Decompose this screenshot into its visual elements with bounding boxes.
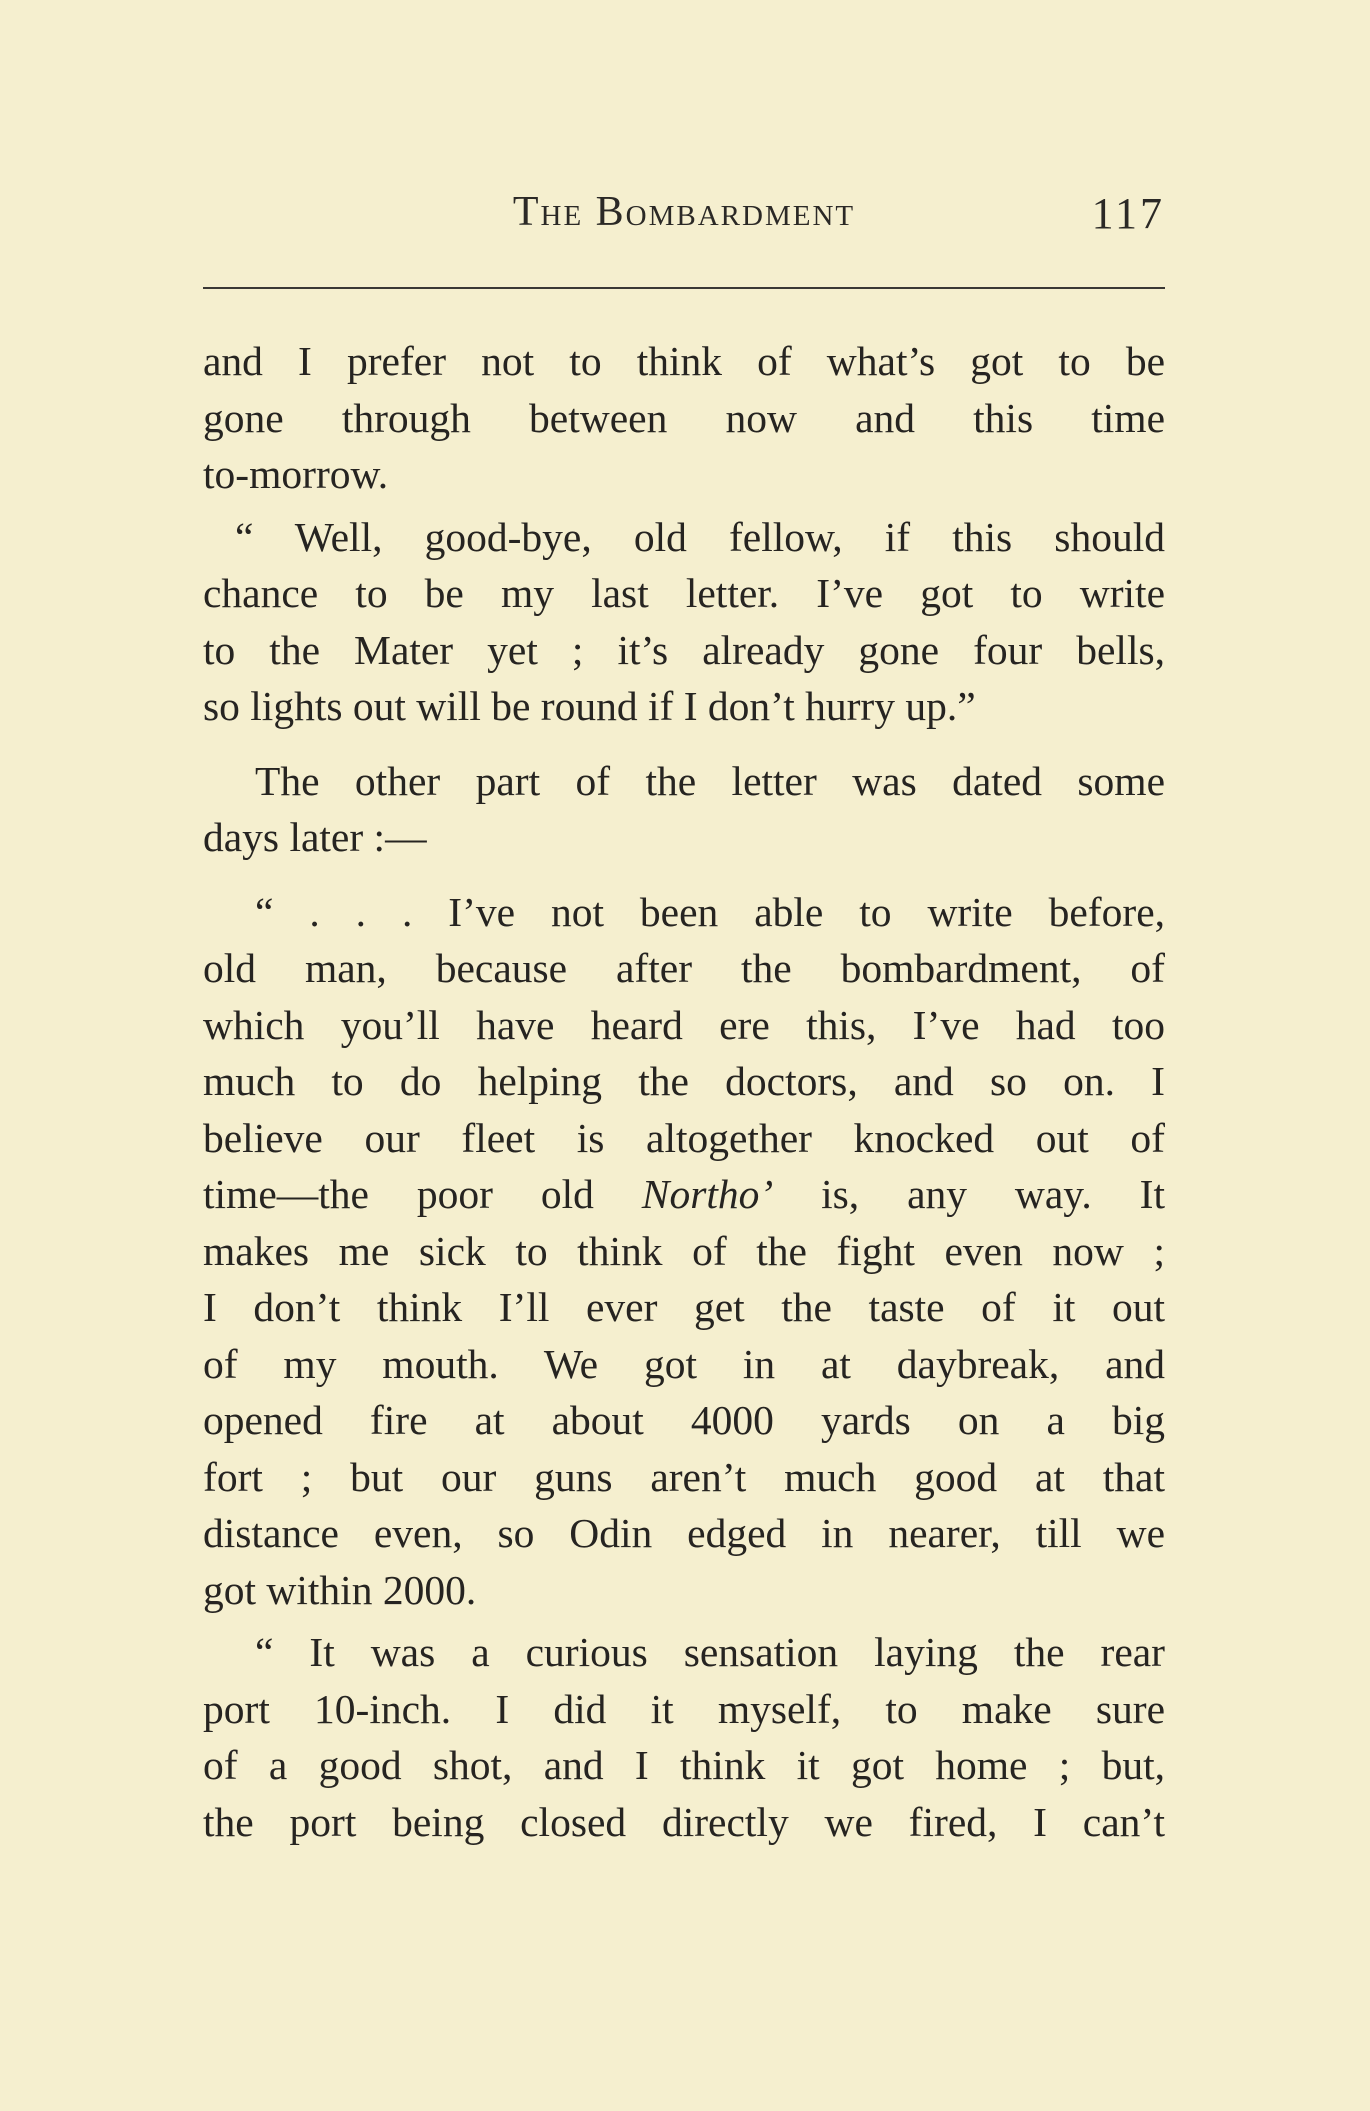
- text-line: makes me sick to think of the fight even now ;: [203, 1227, 1165, 1274]
- paragraph-5: [203, 1624, 1165, 1850]
- text-line: days later :—: [203, 814, 427, 860]
- text-line: old man, because after the bombardment, of: [203, 945, 1165, 991]
- paragraph-4: [203, 884, 1165, 1619]
- text-line: got within 2000.: [203, 1566, 477, 1613]
- text-line: much to do helping the doctors, and so on. I: [203, 1058, 1165, 1104]
- body-text: [203, 333, 1165, 1850]
- text-line: chance to be my last letter. I’ve got to write: [203, 570, 1165, 616]
- text-line-with-ship-name: [203, 1166, 1165, 1223]
- text-line: port 10-inch. I did it myself, to make sure: [203, 1685, 1165, 1732]
- text-line: fort ; but our guns aren’t much good at that: [203, 1453, 1165, 1500]
- text-line: “ . . . I’ve not been able to write before,: [255, 888, 1165, 935]
- text-line: which you’ll have heard ere this, I’ve had too: [203, 1001, 1165, 1048]
- paragraph-2: [203, 509, 1165, 735]
- text-line: to-morrow.: [203, 451, 389, 497]
- text-fragment: time—the poor old: [203, 1171, 642, 1217]
- text-fragment: is, any way. It: [773, 1171, 1165, 1217]
- text-line: “ It was a curious sensation laying the rear: [255, 1629, 1165, 1675]
- running-title: The Bombardment: [512, 189, 856, 235]
- ship-name: Northo’: [641, 1171, 774, 1217]
- text-line: and I prefer not to think of what’s got to be: [203, 338, 1165, 384]
- text-line: so lights out will be round if I don’t hurry up.”: [203, 683, 976, 729]
- header-rule: [203, 287, 1165, 289]
- text-line: of a good shot, and I think it got home ; but,: [203, 1742, 1165, 1788]
- text-line: I don’t think I’ll ever get the taste of it out: [203, 1284, 1165, 1330]
- text-line: distance even, so Odin edged in nearer, till we: [203, 1510, 1165, 1556]
- text-line: “ Well, good-bye, old fellow, if this should: [235, 513, 1165, 560]
- text-line: of my mouth. We got in at daybreak, and: [203, 1340, 1165, 1387]
- text-line: opened fire at about 4000 yards on a big: [203, 1397, 1165, 1443]
- running-head: [203, 188, 1165, 248]
- page-number: 117: [1091, 189, 1165, 238]
- text-line: to the Mater yet ; it’s already gone four bells,: [203, 626, 1165, 673]
- text-line: The other part of the letter was dated some: [255, 757, 1165, 804]
- paragraph-1: [203, 333, 1165, 503]
- text-line: believe our fleet is altogether knocked out of: [203, 1114, 1165, 1161]
- text-line: gone through between now and this time: [203, 394, 1165, 441]
- text-line: the port being closed directly we fired, I can’t: [203, 1798, 1165, 1845]
- paragraph-3: [203, 753, 1165, 866]
